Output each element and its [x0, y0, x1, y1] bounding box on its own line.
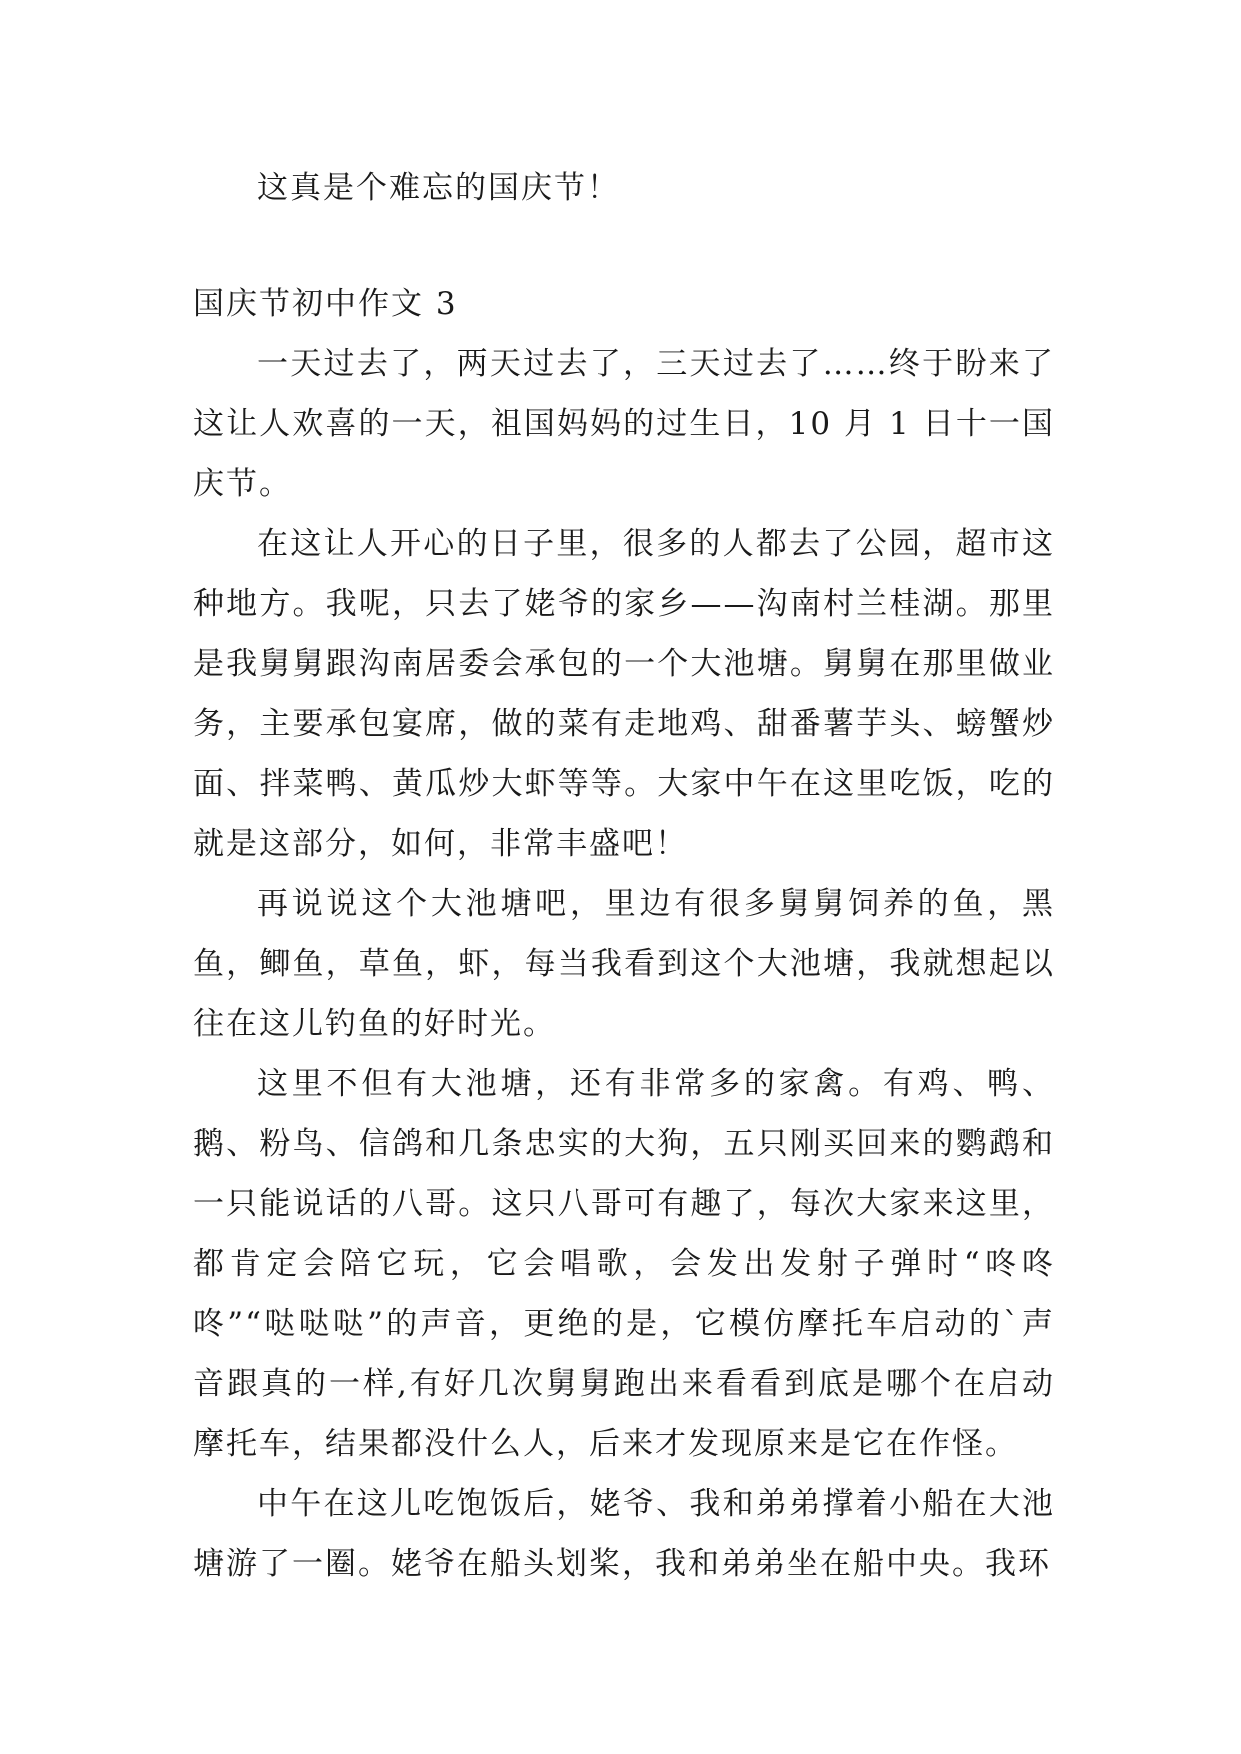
- paragraph-3: 再说说这个大池塘吧，里边有很多舅舅饲养的鱼，黑鱼，鲫鱼，草鱼，虾，每当我看到这个大池塘，我就想起以往在这儿钓鱼的好时光。: [193, 886, 1055, 1042]
- paragraph-2: 在这让人开心的日子里，很多的人都去了公园，超市这种地方。我呢，只去了姥爷的家乡——沟南村兰桂湖。那里是我舅舅跟沟南居委会承包的一个大池塘。舅舅在那里做业务，主要承包宴席，做的菜有走地鸡、甜番薯芋头、螃蟹炒面、拌菜鸭、黄瓜炒大虾等等。大家中午在这里吃饭，吃的就是这部分，如何，非常丰盛吧！: [193, 526, 1055, 862]
- paragraph-5: 中午在这儿吃饱饭后，姥爷、我和弟弟撑着小船在大池塘游了一圈。姥爷在船头划桨，我和弟弟坐在船中央。我环: [193, 1486, 1055, 1582]
- essay-title: 国庆节初中作文 3: [193, 286, 458, 322]
- document-body: [193, 158, 1055, 1594]
- paragraph-4: 这里不但有大池塘，还有非常多的家禽。有鸡、鸭、鹅、粉鸟、信鸽和几条忠实的大狗，五只刚买回来的鹦鹉和一只能说话的八哥。这只八哥可有趣了，每次大家来这里，都肯定会陪它玩，它会唱歌，会发出发射子弹时“咚咚咚”“哒哒哒”的声音，更绝的是，它模仿摩托车启动的`声音跟真的一样,有好几次舅舅跑出来看看到底是哪个在启动摩托车，结果都没什么人，后来才发现原来是它在作怪。: [193, 1066, 1055, 1462]
- paragraph-1: 一天过去了，两天过去了，三天过去了……终于盼来了这让人欢喜的一天，祖国妈妈的过生日，10 月 1 日十一国庆节。: [193, 346, 1055, 502]
- closing-line: 这真是个难忘的国庆节！: [257, 170, 620, 206]
- section-spacer: [193, 218, 1055, 274]
